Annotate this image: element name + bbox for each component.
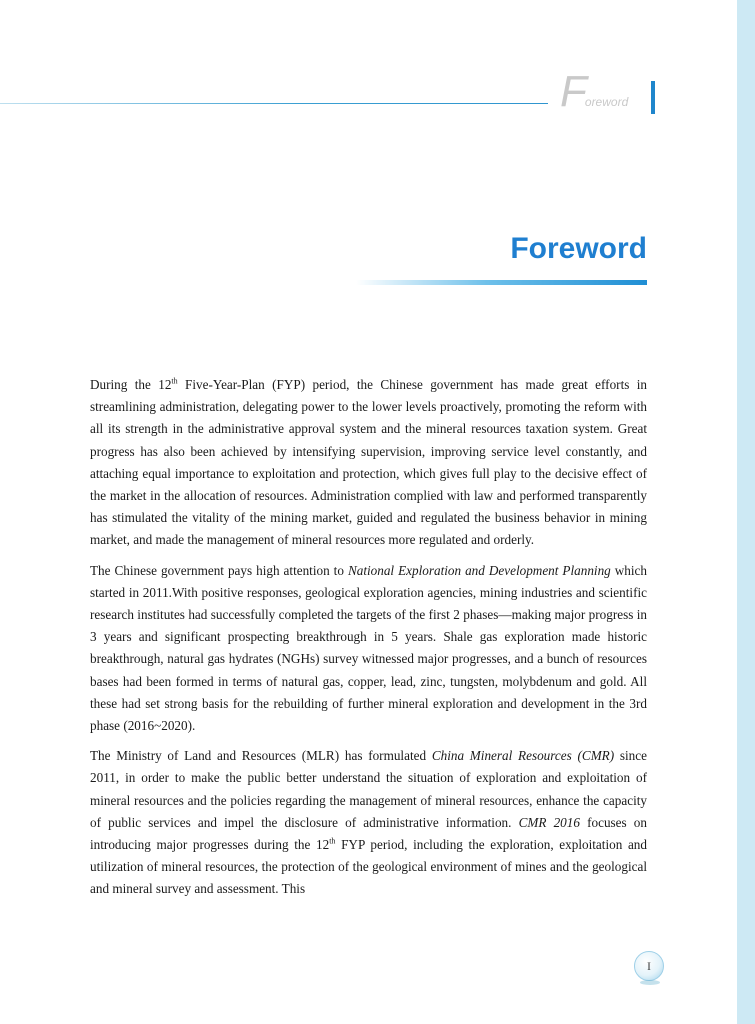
superscript: th — [171, 376, 178, 386]
page-number-shadow — [640, 980, 660, 985]
body-text — [90, 374, 647, 909]
paragraph-3 — [90, 745, 647, 900]
side-color-strip — [737, 0, 755, 1024]
text-run: The Chinese government pays high attention to — [90, 562, 348, 578]
header-rule — [0, 103, 548, 104]
title-underline — [356, 280, 647, 285]
superscript: th — [329, 836, 336, 846]
italic-title: CMR 2016 — [518, 814, 580, 830]
paragraph-1 — [90, 374, 647, 552]
text-run: focuses on introducing major progresses during the 12 — [90, 814, 647, 853]
text-run: During the 12 — [90, 377, 172, 392]
running-header-initial: F — [560, 67, 587, 116]
italic-title: China Mineral Resources (CMR) — [431, 748, 615, 764]
header-accent-bar — [651, 81, 655, 114]
running-header — [560, 67, 629, 116]
text-run: FYP period, including the exploration, exploitation and utilization of mineral resources, the protection of the geological environment of mines and the geological and mineral survey and assessment. This — [90, 837, 647, 897]
running-header-rest: oreword — [584, 95, 629, 109]
page-number: I — [634, 951, 664, 981]
text-run: Five-Year-Plan (FYP) period, the Chinese government has made great efforts in streamlining administration, delegating power to the lower levels proactively, promoting the reform with all its strength in the administrative approval system and the mineral resources taxation system. Great progress has also been achieved by intensifying supervision, improving service level constantly, and attaching equal importance to exploitation and protection, which gives full play to the decisive effect of the market in the allocation of resources. Administration complied with law and performed transparently has stimulated the vitality of the mining market, guided and regulated the business behavior in mining market, and made the management of mineral resources more regulated and orderly. — [90, 377, 647, 548]
italic-title: National Exploration and Development Planning — [347, 562, 611, 578]
paragraph-2 — [90, 560, 647, 738]
text-run: The Ministry of Land and Resources (MLR) has formulated — [90, 748, 432, 764]
text-run: which started in 2011.With positive responses, geological exploration agencies, mining industries and scientific research institutes had successfully completed the targets of the first 2 phases—making major progress in 3 years and significant prospecting breakthrough in 5 years. Shale gas exploration made historic breakthrough, natural gas hydrates (NGHs) survey witnessed major progresses, and a bunch of resources bases had been formed in terms of natural gas, copper, lead, zinc, tungsten, molybdenum and gold. All these had set strong basis for the rebuilding of further mineral exploration and development in the 3rd phase (2016~2020). — [90, 562, 648, 734]
text-run: since 2011, in order to make the public better understand the situation of exploration and exploitation of mineral resources and the policies regarding the management of mineral resources, enhance the capacity of public services and impel the disclosure of administrative information. — [90, 748, 647, 830]
page-title: Foreword — [510, 232, 647, 265]
